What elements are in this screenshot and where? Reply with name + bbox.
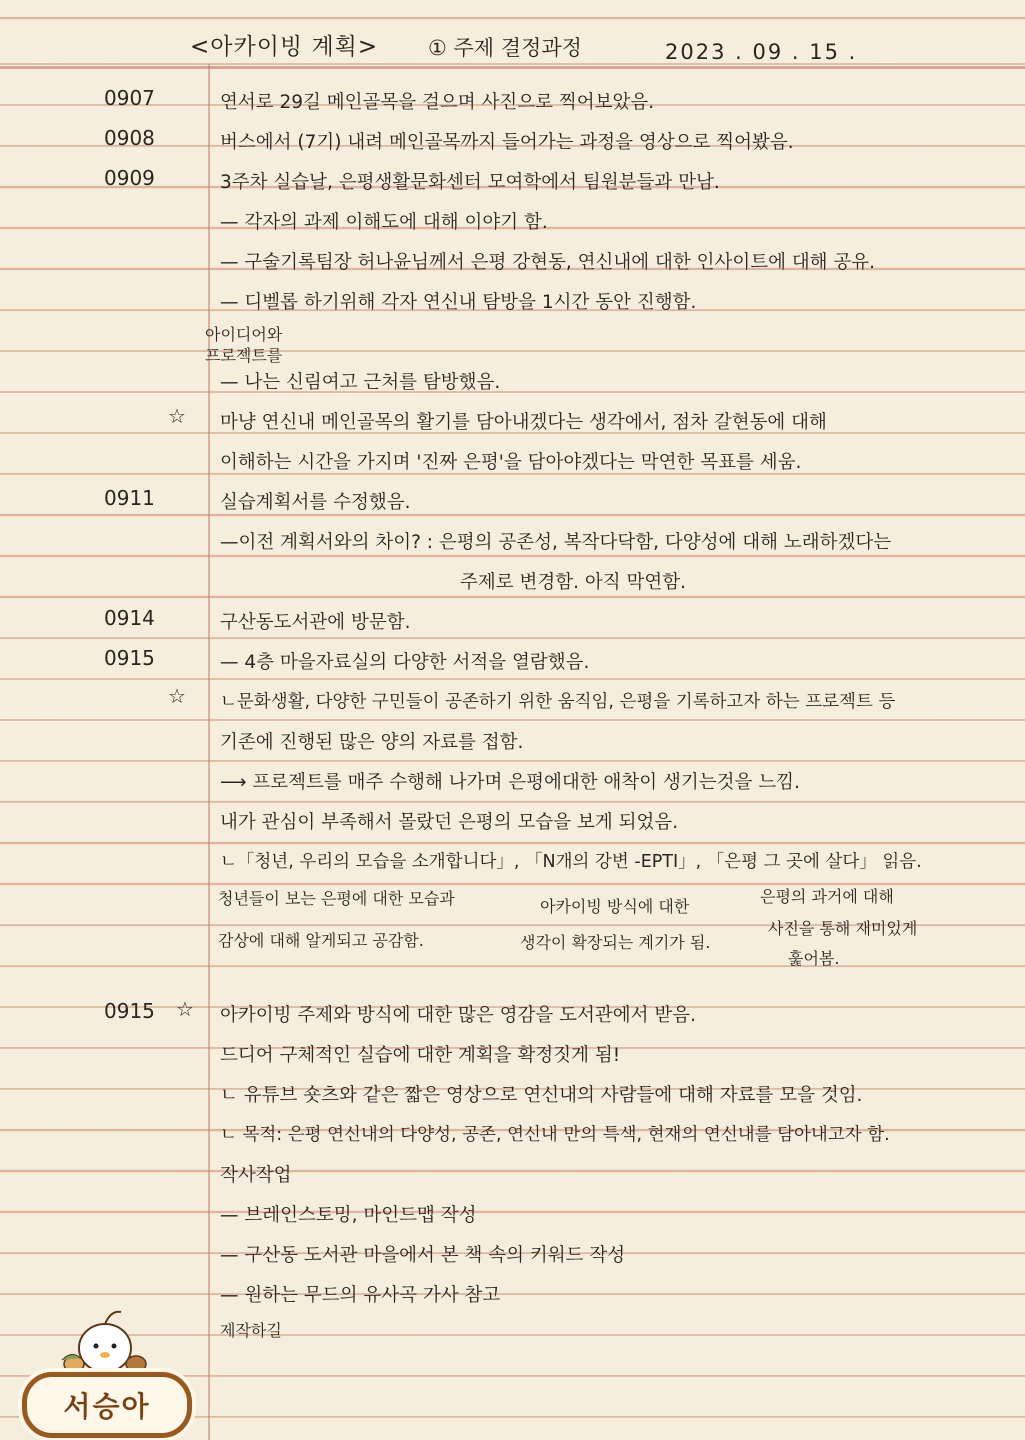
entry-text: — 브레인스토밍, 마인드맵 작성: [220, 1205, 477, 1226]
entry-row: [0, 162, 1025, 202]
margin-note: 제작하길: [220, 1321, 282, 1340]
entry-row: [0, 282, 1025, 322]
entry-row: [0, 442, 1025, 482]
entry-text: —이전 계획서와의 차이? : 은평의 공존성, 복작다닥함, 다양성에 대해 노래하겠다는: [220, 532, 892, 553]
entry-date: 0909: [104, 166, 155, 190]
entry-row: [0, 1075, 1025, 1115]
entry-text: 이해하는 시간을 가지며 '진짜 은평'을 담아야겠다는 막연한 목표를 세움.: [220, 452, 802, 473]
entry-row: [0, 242, 1025, 282]
entry-row: [0, 1155, 1025, 1195]
entry-text: — 구술기록팀장 허나윤님께서 은평 강현동, 연신내에 대한 인사이트에 대해 공유.: [220, 252, 876, 273]
entry-row: [0, 402, 1025, 442]
entry-row: [0, 82, 1025, 122]
margin-note: 프로젝트를: [205, 346, 283, 365]
entry-text: 아카이빙 주제와 방식에 대한 많은 영감을 도서관에서 받음.: [220, 1005, 696, 1026]
entry-text: ㄴ문화생활, 다양한 구민들이 공존하기 위한 움직임, 은평을 기록하고자 하는 프로젝트 등: [220, 692, 896, 712]
page-subtitle: ① 주제 결정과정: [428, 36, 582, 60]
sticker-name: 서승아: [22, 1372, 192, 1438]
entry-text: — 디벨롭 하기위해 각자 연신내 탐방을 1시간 동안 진행함.: [220, 292, 697, 313]
entry-row: [0, 202, 1025, 242]
margin-note: 아이디어와: [205, 325, 283, 344]
book-note: 생각이 확장되는 계기가 됨.: [520, 933, 711, 952]
entry-text: — 각자의 과제 이해도에 대해 이야기 함.: [220, 212, 548, 233]
book-note: 훑어봄.: [788, 949, 840, 968]
entry-text: 버스에서 (7기) 내려 메인골목까지 들어가는 과정을 영상으로 찍어봤음.: [220, 132, 794, 153]
entry-text: 실습계획서를 수정했음.: [220, 492, 411, 513]
name-sticker: [16, 1300, 196, 1435]
entry-row: [0, 842, 1025, 882]
entry-text: ㄴ 목적: 은평 연신내의 다양성, 공존, 연신내 만의 특색, 현재의 연신내를 담아내고자 함.: [220, 1125, 890, 1145]
book-note: 감상에 대해 알게되고 공감함.: [218, 931, 424, 950]
entry-text: 내가 관심이 부족해서 몰랐던 은평의 모습을 보게 되었음.: [220, 812, 679, 833]
entry-row: [0, 642, 1025, 682]
entry-date: 0915: [104, 646, 155, 670]
entry-row: [0, 1195, 1025, 1235]
entry-text: 작사작업: [220, 1165, 292, 1186]
entry-row: [0, 602, 1025, 642]
entry-text: — 구산동 도서관 마을에서 본 책 속의 키워드 작성: [220, 1245, 626, 1266]
star-mark: ☆: [176, 997, 194, 1021]
entry-row: [0, 1235, 1025, 1275]
entry-row: [0, 362, 1025, 402]
entry-row: [0, 122, 1025, 162]
book-note: 청년들이 보는 은평에 대한 모습과: [218, 889, 455, 908]
entry-row: [0, 562, 1025, 602]
entry-date: 0914: [104, 606, 155, 630]
entry-text: ㄴ 유튜브 숏츠와 같은 짧은 영상으로 연신내의 사람들에 대해 자료를 모을 것임.: [220, 1085, 863, 1106]
entry-text: — 원하는 무드의 유사곡 가사 참고: [220, 1285, 501, 1306]
entry-text: 드디어 구체적인 실습에 대한 계획을 확정짓게 됨!: [220, 1045, 621, 1066]
header-rule: [0, 66, 1025, 69]
character-icon: [60, 1308, 150, 1378]
entry-text: 주제로 변경함. 아직 막연함.: [460, 572, 686, 593]
star-mark: ☆: [168, 404, 186, 428]
entry-row: [0, 1115, 1025, 1155]
page-title: <아카이빙 계획>: [190, 34, 379, 60]
entry-date: 0911: [104, 486, 155, 510]
entry-text: 기존에 진행된 많은 양의 자료를 접함.: [220, 732, 524, 753]
entry-row: [0, 482, 1025, 522]
entry-date: 0915: [104, 999, 155, 1023]
page-date: 2023 . 09 . 15 .: [665, 40, 858, 64]
book-note: 아카이빙 방식에 대한: [540, 897, 690, 916]
entry-text: ⟶ 프로젝트를 매주 수행해 나가며 은평에대한 애착이 생기는것을 느낌.: [220, 772, 800, 793]
entry-date: 0908: [104, 126, 155, 150]
entry-row: [0, 802, 1025, 842]
entry-text: — 나는 신림여고 근처를 탐방했음.: [220, 372, 501, 393]
entry-row: [0, 995, 1025, 1035]
entry-text: — 4층 마을자료실의 다양한 서적을 열람했음.: [220, 652, 590, 673]
entry-row: [0, 682, 1025, 722]
entry-row: [0, 762, 1025, 802]
entry-text: 연서로 29길 메인골목을 걸으며 사진으로 찍어보았음.: [220, 92, 655, 113]
book-note: 은평의 과거에 대해: [760, 887, 894, 906]
star-mark: ☆: [168, 684, 186, 708]
entry-text: 구산동도서관에 방문함.: [220, 612, 411, 633]
entry-row: [0, 1035, 1025, 1075]
entry-date: 0907: [104, 86, 155, 110]
entry-text: 3주차 실습날, 은평생활문화센터 모여학에서 팀원분들과 만남.: [220, 172, 720, 193]
book-note: 사진을 통해 재미있게: [768, 919, 918, 938]
entry-row: [0, 722, 1025, 762]
entry-text: ㄴ「청년, 우리의 모습을 소개합니다」, 「N개의 강변 -EPTI」, 「은평 그 곳에 살다」 읽음.: [220, 852, 922, 872]
entry-text: 마냥 연신내 메인골목의 활기를 담아내겠다는 생각에서, 점차 갈현동에 대해: [220, 412, 827, 433]
entry-row: [0, 522, 1025, 562]
